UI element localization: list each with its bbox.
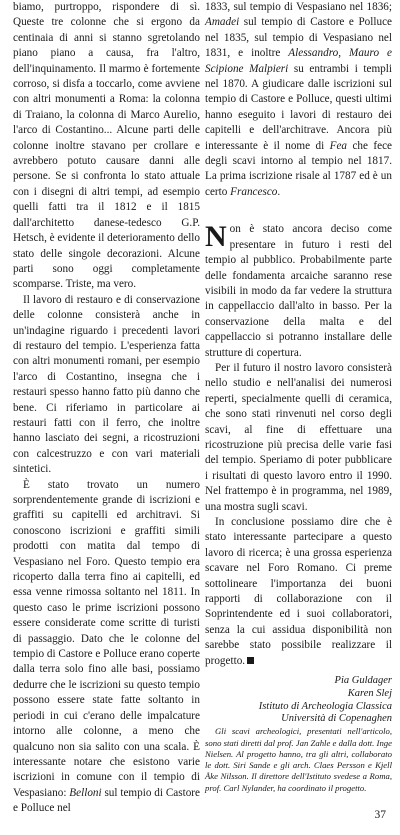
- body-paragraph: biamo, purtroppo, rispondere di sì. Queste tre colonne che si ergono da centinaia di anni si stanno sgretolando piano piano a causa, fra l'altro, dell'inquinamento. Il marmo è fortemente corroso, si disfa a toccarlo, come avviene con altri monumenti a Roma: la colonna di Traiano, la colonna di Marco Aurelio, l'arco di Costantino... Alcune parti delle colonne inoltre stavano per crollare e avrebbero potuto causare danni alle persone. Se si confronta lo stato attuale con i disegni di altri tempi, ad esempio quelli fatti tra il 1812 e il 1815 dall'architetto danese-tedesco G.P. Hetsch, è evidente il deterioramento dello stato delle singole decorazioni. Alcune parti sono oggi completamente scomparse. Triste, ma vero.: [13, 1, 201, 291]
- paragraph-text: su entrambi i templi nel 1870. A giudicare dalle iscrizioni sul tempio di Castore e Polluce, questi ultimi hanno eseguito i lavori di restauro dei capitelli e dell'architrave. Ancora più interessante è il nome di: [205, 62, 392, 152]
- body-paragraph: [205, 222, 392, 361]
- body-paragraph: [205, 0, 392, 200]
- university-name: Università di Copenaghen: [281, 713, 392, 725]
- end-mark-icon: [247, 657, 254, 664]
- name-amadei: Amadei: [205, 16, 240, 29]
- name-malpieri: Alessandro, Mauro e Scipione Malpieri: [205, 47, 392, 75]
- signature-block: [205, 675, 392, 726]
- body-paragraph: Per il futuro il nostro lavoro consisterà nello studio e nell'analisi dei numerosi reperti, specialmente quelli di ceramica, che sono stati rinvenuti nel corso degli scavi, al fine di effettuare una ricostruzione più precisa delle varie fasi del tempio. Speriamo di poter pubblicare i risultati di questo lavoro entro il 1990. Nel frattempo è in programma, nel 1989, una mostra sugli scavi.: [205, 361, 392, 513]
- paragraph-text: .: [277, 185, 281, 198]
- paragraph-text: 1833, sul tempio di Vespasiano nel 1836;: [205, 1, 392, 13]
- right-column: [205, 0, 392, 794]
- body-paragraph: Il lavoro di restauro e di conservazione delle colonne consisterà anche in un'indagine riguardo i precedenti lavori di restauro del tempio. L'esperienza fatta con altri monumenti romani, per esempio l'arco di Costantino, insegna che i restauri spesso hanno fatto più danno che bene. Ci riferiamo in particolare ai restauri fatti con il ferro, che inoltre hanno lasciato dei segni, a ricostruzioni con calcestruzzo e con vari materiali sintetici.: [13, 293, 200, 476]
- institute-name: Istituto di Archeologia Classica: [258, 700, 392, 712]
- paragraph-text: È stato trovato un numero sorprendentemente grande di iscrizioni e graffiti su capitelli ed architravi. Si conoscono iscrizioni e graffiti simili prodotti con matita dal tempo di Vespasiano nel Foro. Questo tempio era ricoperto dalla terra fino ai capitelli, ed essa venne rimossa soltanto nel 1811. In questo caso le prime iscrizioni possono essere considerate come scritte di turisti di passaggio. Dato che le colonne del tempio di Castore e Polluce erano coperte dalla terra solo fino alle basi, possiamo dedurre che le iscrizioni su questo tempio possono essere state fatte soltanto in periodi in cui c'erano delle impalcature intorno alle colonne, a meno che qualcuno non sia salito con una scala. È interessante notare che esistono varie iscrizioni in comune con il tempio di Vespasiano:: [13, 478, 201, 799]
- left-column: [13, 0, 200, 817]
- name-francesco: Francesco: [230, 185, 278, 198]
- body-paragraph: [205, 515, 392, 669]
- paragraph-text: on è stato ancora deciso come presentare in futuro i resti del tempio al pubblico. Probabilmente parte delle fondamenta arcaiche saranno rese visibili in modo da far vedere la struttura in cappellaccio dall'alto in basso. Per la conservazione della malta e del cappellaccio si potranno installare delle strutture di copertura.: [205, 223, 392, 359]
- name-belloni: Belloni: [69, 786, 102, 799]
- paragraph-text: sul tempio di Castore e Polluce nel 1835, sul tempio di Vespasiano nel 1831, e inoltre: [205, 16, 392, 60]
- author-name: Pia Guldager: [334, 675, 392, 687]
- author-name: Karen Slej: [347, 687, 392, 699]
- drop-cap: N: [205, 220, 227, 254]
- paragraph-text: sul tempio di Castore e Polluce nel: [13, 786, 200, 815]
- name-fea: Fea: [329, 139, 348, 152]
- body-paragraph: [13, 478, 200, 817]
- paragraph-text: In conclusione possiamo dire che è stato interessante partecipare a questo lavoro di ricerca; è una grossa esperienza scavare nel Foro Romano. Ci preme sottolineare l'importanza dei buoni rapporti di collaborazione con il Soprintendente ed i suoi collaboratori, senza la cui assidua disponibilità non sarebbe stato possibile realizzare il progetto.: [205, 516, 392, 667]
- credits-note: Gli scavi archeologici, presentati nell'articolo, sono stati diretti dal prof. Jan Zahle e dalla dott. Inge Nielsen. Al progetto hanno, tra gli altri, collaborato le dott. Siri Sande e gli arch. Claes Persson e Kjell Åke Nilsson. Il direttore dell'Istituto svedese a Roma, prof. Carl Nylander, ha coordinato il progetto.: [205, 726, 392, 793]
- paragraph-text: che fece degli scavi intorno al tempio nel 1817. La prima iscrizione risale al 1787 ed è un certo: [205, 139, 393, 198]
- page-number: 37: [374, 809, 386, 821]
